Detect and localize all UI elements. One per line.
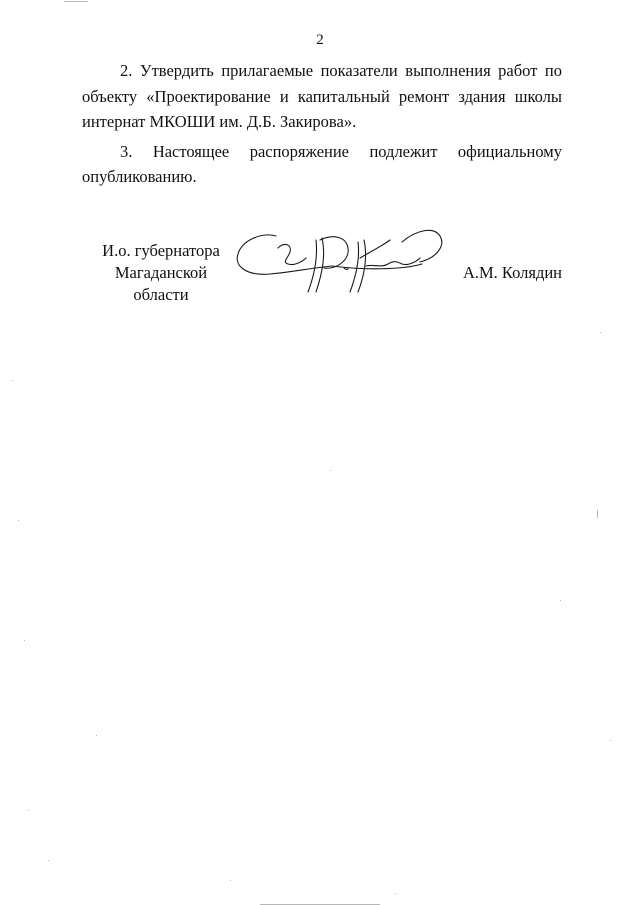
signatory-name: А.М. Колядин <box>462 263 562 282</box>
paragraph-approve-indicators: 2. Утвердить прилагаемые показатели выполнения работ по объекту «Проектирование и капитальный ремонт здания школы интернат МКОШИ им. Д.Б. Закирова». <box>82 61 562 131</box>
page-number: 2 <box>316 32 324 48</box>
handwritten-signature <box>232 218 452 298</box>
signature-block <box>82 236 562 304</box>
paragraph-publication: 3. Настоящее распоряжение подлежит официальному опубликованию. <box>82 141 562 186</box>
signatory-title <box>88 240 234 306</box>
signatory-title-line-2: Магаданской области <box>114 263 208 304</box>
document-body <box>82 58 562 190</box>
signatory-title-line-1: И.о. губернатора <box>102 241 220 260</box>
